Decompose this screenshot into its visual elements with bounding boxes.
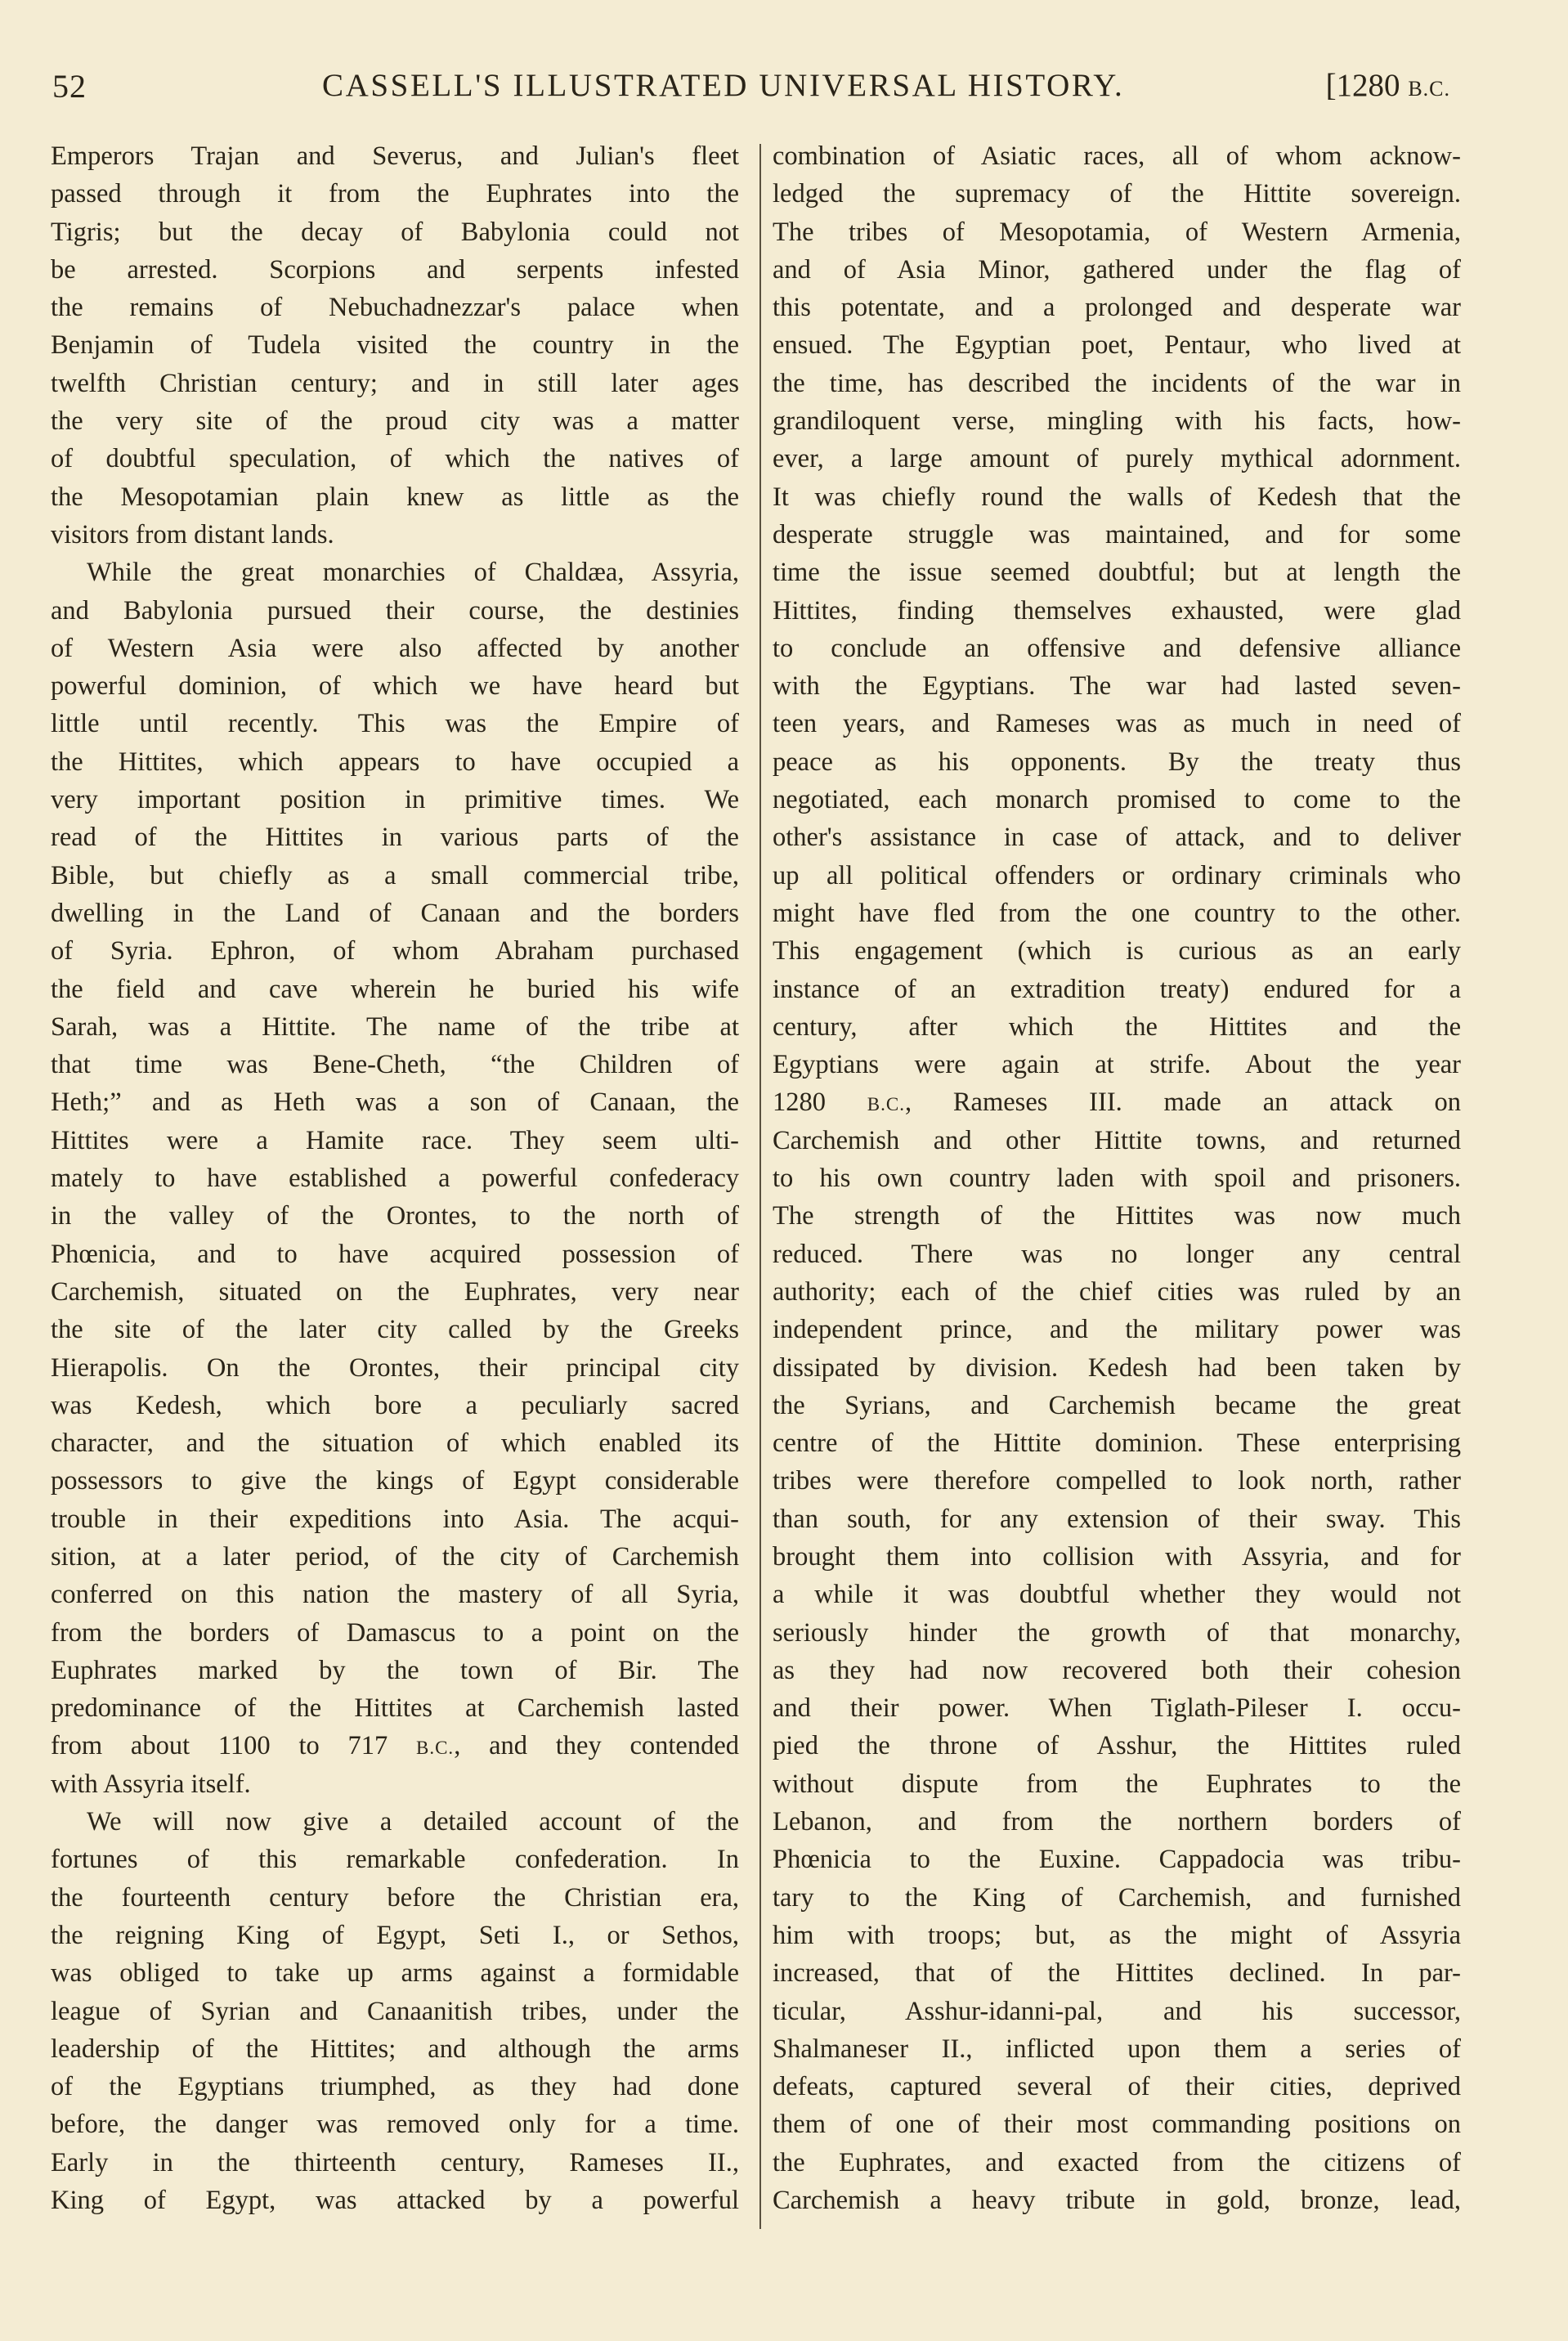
running-date — [1326, 67, 1450, 104]
text-line-content: ledged the supremacy of the Hittite sovereign. — [773, 179, 1461, 209]
text-line-content: league of Syrian and Canaanitish tribes, under the — [51, 1996, 739, 2026]
text-line-content: that time was Bene-Cheth, “the Children of — [51, 1050, 739, 1080]
text-line — [51, 251, 739, 289]
text-line-content: It was chiefly round the walls of Kedesh that the — [773, 482, 1461, 512]
text-line-content: without dispute from the Euphrates to the — [773, 1769, 1461, 1799]
text-line — [773, 1954, 1461, 1992]
text-line — [51, 1576, 739, 1613]
text-line — [51, 1008, 739, 1046]
text-line-content: of Syria. Ephron, of whom Abraham purchased — [51, 936, 739, 966]
text-line-content: with the Egyptians. The war had lasted seven- — [773, 671, 1461, 702]
text-line-content: sition, at a later period, of the city of Carchemish — [51, 1541, 739, 1572]
text-line — [773, 478, 1461, 516]
text-line-content: Carchemish and other Hittite towns, and returned — [773, 1125, 1461, 1155]
text-line-content: the very site of the proud city was a matter — [51, 406, 739, 437]
text-line-content: independent prince, and the military power was — [773, 1315, 1461, 1345]
text-line-content: Heth;” and as Heth was a son of Canaan, the — [51, 1088, 739, 1118]
text-line-content: desperate struggle was maintained, and for some — [773, 519, 1461, 549]
text-line-content: the Syrians, and Carchemish became the great — [773, 1390, 1461, 1420]
text-line-content: and of Asia Minor, gathered under the flag of — [773, 254, 1461, 285]
text-line — [773, 516, 1461, 554]
text-line — [773, 1727, 1461, 1765]
text-line-content: Early in the thirteenth century, Rameses II., — [51, 2147, 739, 2177]
text-line-content: this potentate, and a prolonged and desperate war — [773, 293, 1461, 323]
text-line — [51, 1538, 739, 1576]
text-line — [51, 667, 739, 705]
text-line — [773, 402, 1461, 440]
text-line — [51, 365, 739, 402]
text-line — [773, 1841, 1461, 1878]
text-line-content: before, the danger was removed only for a time. — [51, 2110, 739, 2140]
text-line-content: peace as his opponents. By the treaty thus — [773, 747, 1461, 777]
text-line — [51, 857, 739, 895]
text-line — [773, 1083, 1461, 1121]
text-line — [51, 1689, 739, 1727]
text-line-content: Hittites, finding themselves exhausted, were glad — [773, 595, 1461, 626]
text-line — [51, 213, 739, 251]
text-line — [773, 2182, 1461, 2219]
text-line — [773, 2068, 1461, 2106]
text-line-content: read of the Hittites in various parts of the — [51, 823, 739, 853]
text-line-content: twelfth Christian century; and in still later ages — [51, 368, 739, 398]
text-line — [51, 592, 739, 630]
text-line — [51, 1122, 739, 1159]
text-line — [51, 1879, 739, 1917]
text-line — [51, 1387, 739, 1424]
text-line — [51, 1727, 739, 1765]
text-line-content: visitors from distant lands. — [51, 519, 334, 549]
text-line — [773, 554, 1461, 591]
text-line — [51, 1765, 739, 1803]
text-line-content: fortunes of this remarkable confederation. In — [51, 1845, 739, 1875]
text-line-content: of Western Asia were also affected by another — [51, 633, 739, 663]
text-line-content: combination of Asiatic races, all of whom acknow- — [773, 141, 1461, 171]
text-line — [773, 743, 1461, 781]
right-text-column — [773, 137, 1461, 2219]
text-line — [51, 1841, 739, 1878]
text-line-continuation: , Rameses III. made an attack on — [904, 1088, 1461, 1118]
text-line-content: the Mesopotamian plain knew as little as the — [51, 482, 739, 512]
text-line-content: ticular, Asshur-idanni-pal, and his successor, — [773, 1996, 1461, 2026]
text-line — [51, 1462, 739, 1500]
text-line-continuation: , and they contended — [454, 1731, 739, 1761]
text-line-content: little until recently. This was the Empire of — [51, 709, 739, 739]
text-line-content: seriously hinder the growth of that monarchy, — [773, 1617, 1461, 1648]
era-abbreviation: B.C. — [867, 1094, 905, 1115]
text-line — [773, 365, 1461, 402]
text-line — [773, 1462, 1461, 1500]
text-line — [51, 895, 739, 932]
text-line-content: dwelling in the Land of Canaan and the borders — [51, 898, 739, 928]
text-line-content: to conclude an offensive and defensive alliance — [773, 633, 1461, 663]
text-line-content: and their power. When Tiglath-Pileser I. occu- — [773, 1693, 1461, 1724]
text-line-content: While the great monarchies of Chaldæa, Assyria, — [87, 558, 739, 588]
text-line-content: leadership of the Hittites; and although the arms — [51, 2034, 739, 2064]
text-line — [773, 781, 1461, 818]
text-line-content: Emperors Trajan and Severus, and Julian's fleet — [51, 141, 739, 171]
text-line-content: and Babylonia pursued their course, the destinies — [51, 595, 739, 626]
text-line-content: ever, a large amount of purely mythical adornment. — [773, 444, 1461, 474]
text-line — [773, 2030, 1461, 2068]
text-line-content: mately to have established a powerful confederacy — [51, 1164, 739, 1194]
text-line — [773, 1765, 1461, 1803]
text-line — [773, 1652, 1461, 1689]
text-line — [51, 478, 739, 516]
text-line-content: reduced. There was no longer any central — [773, 1239, 1461, 1269]
text-line — [773, 1689, 1461, 1727]
text-line — [51, 1349, 739, 1387]
text-line — [773, 2144, 1461, 2182]
text-line-content: the time, has described the incidents of the war in — [773, 368, 1461, 398]
text-line — [51, 781, 739, 818]
text-line-content: might have fled from the one country to the other. — [773, 898, 1461, 928]
text-line-content: defeats, captured several of their cities, deprived — [773, 2072, 1461, 2102]
text-line — [773, 137, 1461, 175]
text-line — [773, 440, 1461, 478]
text-line-content: instance of an extradition treaty) endured for a — [773, 974, 1461, 1004]
text-line — [773, 705, 1461, 742]
text-line-content: from the borders of Damascus to a point on the — [51, 1617, 739, 1648]
text-line-content: a while it was doubtful whether they would not — [773, 1580, 1461, 1610]
text-line — [51, 818, 739, 856]
text-line — [773, 1387, 1461, 1424]
text-line-content: the fourteenth century before the Christian era, — [51, 1882, 739, 1913]
text-line — [773, 1236, 1461, 1273]
running-title: CASSELL'S ILLUSTRATED UNIVERSAL HISTORY. — [322, 68, 1125, 103]
text-line — [773, 213, 1461, 251]
text-line — [773, 1008, 1461, 1046]
text-line — [773, 251, 1461, 289]
left-text-column — [51, 137, 739, 2219]
text-line — [773, 1614, 1461, 1652]
text-line — [51, 1311, 739, 1348]
text-line-content: conferred on this nation the mastery of all Syria, — [51, 1580, 739, 1610]
text-line — [51, 971, 739, 1008]
text-line-content: Tigris; but the decay of Babylonia could not — [51, 217, 739, 247]
text-line — [773, 932, 1461, 970]
text-line-content: the field and cave wherein he buried his wife — [51, 974, 739, 1004]
text-line — [773, 1424, 1461, 1462]
text-line-content: Carchemish a heavy tribute in gold, bronze, lead, — [773, 2186, 1461, 2216]
text-line-content: the reigning King of Egypt, Seti I., or Sethos, — [51, 1920, 739, 1950]
text-line-content: grandiloquent verse, mingling with his facts, how- — [773, 406, 1461, 437]
text-line-content: of doubtful speculation, of which the natives of — [51, 444, 739, 474]
text-line — [773, 1311, 1461, 1348]
text-line-content: century, after which the Hittites and the — [773, 1011, 1461, 1042]
text-line-content: from about 1100 to 717 — [51, 1731, 388, 1761]
text-line-content: was Kedesh, which bore a peculiarly sacred — [51, 1390, 739, 1420]
text-line — [51, 2144, 739, 2182]
text-line — [773, 1349, 1461, 1387]
text-line-content: Sarah, was a Hittite. The name of the tribe at — [51, 1011, 739, 1042]
text-line-content: the remains of Nebuchadnezzar's palace when — [51, 293, 739, 323]
running-date-era: B.C. — [1408, 77, 1450, 101]
text-line — [51, 2182, 739, 2219]
text-line — [773, 895, 1461, 932]
text-line-content: as they had now recovered both their cohesion — [773, 1655, 1461, 1685]
text-line-content: Egyptians were again at strife. About the year — [773, 1050, 1461, 1080]
text-line — [773, 630, 1461, 667]
text-line-content: to his own country laden with spoil and prisoners. — [773, 1164, 1461, 1194]
text-line — [51, 743, 739, 781]
text-line — [51, 1159, 739, 1197]
text-line — [773, 1803, 1461, 1841]
running-date-year: [1280 — [1325, 68, 1409, 103]
text-line-content: up all political offenders or ordinary criminals who — [773, 860, 1461, 890]
text-line — [51, 630, 739, 667]
text-line-content: passed through it from the Euphrates into the — [51, 179, 739, 209]
text-line — [51, 1236, 739, 1273]
text-line-content: Phœnicia to the Euxine. Cappadocia was tribu- — [773, 1845, 1461, 1875]
text-line-content: predominance of the Hittites at Carchemish lasted — [51, 1693, 739, 1724]
text-line — [773, 175, 1461, 213]
text-line-content: than south, for any extension of their sway. This — [773, 1504, 1461, 1534]
text-line-content: negotiated, each monarch promised to come to the — [773, 785, 1461, 815]
text-line — [773, 818, 1461, 856]
text-line — [773, 326, 1461, 364]
text-line — [773, 1197, 1461, 1235]
text-line — [51, 326, 739, 364]
text-line-content: of the Egyptians triumphed, as they had done — [51, 2072, 739, 2102]
text-line — [51, 2030, 739, 2068]
text-line-content: King of Egypt, was attacked by a powerful — [51, 2186, 739, 2216]
text-line-content: character, and the situation of which enabled its — [51, 1428, 739, 1459]
text-line — [773, 1122, 1461, 1159]
text-line — [773, 2106, 1461, 2143]
text-line-content: dissipated by division. Kedesh had been taken by — [773, 1352, 1461, 1383]
text-line — [773, 1993, 1461, 2030]
text-line-content: This engagement (which is curious as an early — [773, 936, 1461, 966]
text-line-content: ensued. The Egyptian poet, Pentaur, who lived at — [773, 330, 1461, 361]
text-line-content: the site of the later city called by the Greeks — [51, 1315, 739, 1345]
text-line-content: brought them into collision with Assyria, and for — [773, 1541, 1461, 1572]
text-line — [51, 1993, 739, 2030]
text-line-content: authority; each of the chief cities was ruled by an — [773, 1276, 1461, 1307]
text-line — [773, 289, 1461, 326]
text-line — [773, 1500, 1461, 1538]
text-line-content: other's assistance in case of attack, and to deliver — [773, 823, 1461, 853]
text-line — [51, 1083, 739, 1121]
text-line — [51, 1273, 739, 1311]
text-line-content: him with troops; but, as the might of Assyria — [773, 1920, 1461, 1950]
text-line — [773, 1917, 1461, 1954]
text-line-content: very important position in primitive times. We — [51, 785, 739, 815]
text-line — [51, 1500, 739, 1538]
text-line — [773, 1159, 1461, 1197]
era-abbreviation: B.C. — [416, 1738, 455, 1759]
page-number: 52 — [52, 68, 87, 105]
text-line-content: Benjamin of Tudela visited the country in the — [51, 330, 739, 361]
text-line-content: tary to the King of Carchemish, and furnished — [773, 1882, 1461, 1913]
text-line — [51, 932, 739, 970]
text-line — [51, 1917, 739, 1954]
text-line-content: centre of the Hittite dominion. These enterprising — [773, 1428, 1461, 1459]
text-line-content: teen years, and Rameses was as much in need of — [773, 709, 1461, 739]
text-line-content: 1280 — [773, 1088, 826, 1118]
text-line-content: the Hittites, which appears to have occupied a — [51, 747, 739, 777]
text-line-content: Lebanon, and from the northern borders of — [773, 1807, 1461, 1837]
text-line — [773, 1538, 1461, 1576]
text-line — [51, 1614, 739, 1652]
text-line-content: them of one of their most commanding positions on — [773, 2110, 1461, 2140]
text-line-content: Phœnicia, and to have acquired possession of — [51, 1239, 739, 1269]
text-line-content: increased, that of the Hittites declined. In par- — [773, 1958, 1461, 1989]
text-line-content: The tribes of Mesopotamia, of Western Armenia, — [773, 217, 1461, 247]
text-line-content: the Euphrates, and exacted from the citizens of — [773, 2147, 1461, 2177]
text-line — [773, 971, 1461, 1008]
text-line — [773, 667, 1461, 705]
text-line — [51, 175, 739, 213]
text-line-content: with Assyria itself. — [51, 1769, 251, 1799]
text-line — [51, 402, 739, 440]
text-line — [51, 516, 739, 554]
text-line — [51, 1046, 739, 1083]
text-line-content: Hierapolis. On the Orontes, their principal city — [51, 1352, 739, 1383]
text-line — [51, 1424, 739, 1462]
text-line-content: trouble in their expeditions into Asia. The acqui- — [51, 1504, 739, 1534]
page-header — [52, 67, 1450, 113]
text-line — [51, 1954, 739, 1992]
text-line — [51, 440, 739, 478]
text-line — [51, 1197, 739, 1235]
text-line-content: possessors to give the kings of Egypt considerable — [51, 1466, 739, 1496]
text-line — [51, 2106, 739, 2143]
text-line-content: pied the throne of Asshur, the Hittites ruled — [773, 1731, 1461, 1761]
text-line-content: Hittites were a Hamite race. They seem ulti- — [51, 1125, 739, 1155]
text-line — [51, 1803, 739, 1841]
text-line — [51, 2068, 739, 2106]
text-line — [773, 857, 1461, 895]
text-line-content: Shalmaneser II., inflicted upon them a series of — [773, 2034, 1461, 2064]
text-line-content: The strength of the Hittites was now much — [773, 1201, 1461, 1231]
column-divider — [759, 144, 761, 2229]
text-line-content: in the valley of the Orontes, to the north of — [51, 1201, 739, 1231]
text-line — [773, 1576, 1461, 1613]
text-line-content: powerful dominion, of which we have heard but — [51, 671, 739, 702]
text-line-content: Euphrates marked by the town of Bir. The — [51, 1655, 739, 1685]
text-line-content: time the issue seemed doubtful; but at length the — [773, 558, 1461, 588]
text-line — [773, 592, 1461, 630]
text-line — [773, 1879, 1461, 1917]
text-line-content: Bible, but chiefly as a small commercial tribe, — [51, 860, 739, 890]
text-line-content: tribes were therefore compelled to look north, rather — [773, 1466, 1461, 1496]
text-line-content: Carchemish, situated on the Euphrates, very near — [51, 1276, 739, 1307]
text-line — [51, 137, 739, 175]
text-line — [51, 705, 739, 742]
text-line — [51, 1652, 739, 1689]
text-line-content: was obliged to take up arms against a formidable — [51, 1958, 739, 1989]
text-line — [773, 1273, 1461, 1311]
text-line-content: We will now give a detailed account of the — [87, 1807, 739, 1837]
text-line — [51, 289, 739, 326]
text-line — [773, 1046, 1461, 1083]
text-line-content: be arrested. Scorpions and serpents infested — [51, 254, 739, 285]
text-line — [51, 554, 739, 591]
